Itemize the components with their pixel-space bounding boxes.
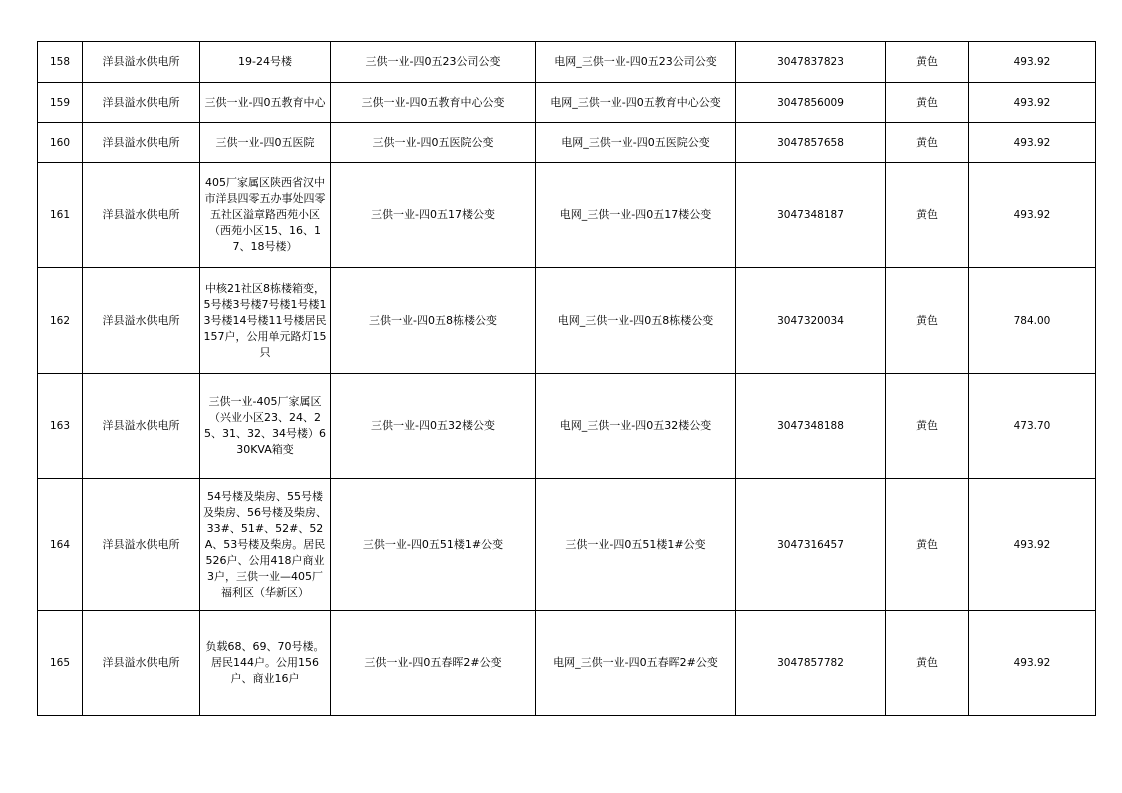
- address-cell: 三供一业-四0五医院: [200, 123, 331, 163]
- transformer-name: 三供一业-四0五教育中心公变: [331, 83, 536, 123]
- color-level: 黄色: [886, 163, 969, 268]
- address-cell: 405厂家属区陕西省汉中市洋县四零五办事处四零五社区溢章路西苑小区（西苑小区15、16、17、18号楼）: [200, 163, 331, 268]
- transformer-name: 三供一业-四0五医院公变: [331, 123, 536, 163]
- meter-number: 3047348188: [736, 374, 886, 479]
- row-index: 159: [38, 83, 83, 123]
- supply-unit: 洋县溢水供电所: [83, 42, 200, 83]
- transformer-name: 三供一业-四0五17楼公变: [331, 163, 536, 268]
- meter-number: 3047837823: [736, 42, 886, 83]
- table-row: [38, 374, 1096, 479]
- value-cell: 493.92: [969, 163, 1096, 268]
- grid-transformer-name: 电网_三供一业-四0五8栋楼公变: [536, 268, 736, 374]
- address-cell: 三供一业-四0五教育中心: [200, 83, 331, 123]
- supply-unit: 洋县溢水供电所: [83, 611, 200, 716]
- row-index: 164: [38, 479, 83, 611]
- color-level: 黄色: [886, 611, 969, 716]
- meter-number: 3047857782: [736, 611, 886, 716]
- meter-number: 3047856009: [736, 83, 886, 123]
- table-row: [38, 479, 1096, 611]
- table-row: [38, 611, 1096, 716]
- value-cell: 493.92: [969, 611, 1096, 716]
- value-cell: 493.92: [969, 42, 1096, 83]
- grid-transformer-name: 电网_三供一业-四0五春晖2#公变: [536, 611, 736, 716]
- transformer-name: 三供一业-四0五32楼公变: [331, 374, 536, 479]
- color-level: 黄色: [886, 268, 969, 374]
- transformer-name: 三供一业-四0五春晖2#公变: [331, 611, 536, 716]
- table-row: [38, 42, 1096, 83]
- address-cell: 负载68、69、70号楼。居民144户。公用156户、商业16户: [200, 611, 331, 716]
- grid-transformer-name: 电网_三供一业-四0五教育中心公变: [536, 83, 736, 123]
- meter-number: 3047316457: [736, 479, 886, 611]
- address-cell: 54号楼及柴房、55号楼及柴房、56号楼及柴房、33#、51#、52#、52A、53号楼及柴房。居民526户、公用418户商业3户，三供一业—405厂福利区（华新区）: [200, 479, 331, 611]
- value-cell: 473.70: [969, 374, 1096, 479]
- row-index: 162: [38, 268, 83, 374]
- grid-transformer-name: 电网_三供一业-四0五23公司公变: [536, 42, 736, 83]
- row-index: 163: [38, 374, 83, 479]
- grid-transformer-name: 电网_三供一业-四0五17楼公变: [536, 163, 736, 268]
- grid-transformer-name: 电网_三供一业-四0五医院公变: [536, 123, 736, 163]
- value-cell: 493.92: [969, 83, 1096, 123]
- transformer-name: 三供一业-四0五8栋楼公变: [331, 268, 536, 374]
- supply-unit: 洋县溢水供电所: [83, 123, 200, 163]
- row-index: 161: [38, 163, 83, 268]
- row-index: 160: [38, 123, 83, 163]
- supply-unit: 洋县溢水供电所: [83, 479, 200, 611]
- address-cell: 中核21社区8栋楼箱变，5号楼3号楼7号楼1号楼13号楼14号楼11号楼居民157户，公用单元路灯15只: [200, 268, 331, 374]
- value-cell: 493.92: [969, 123, 1096, 163]
- row-index: 158: [38, 42, 83, 83]
- color-level: 黄色: [886, 83, 969, 123]
- grid-transformer-name: 电网_三供一业-四0五32楼公变: [536, 374, 736, 479]
- color-level: 黄色: [886, 42, 969, 83]
- table-row: [38, 83, 1096, 123]
- table-row: [38, 123, 1096, 163]
- color-level: 黄色: [886, 374, 969, 479]
- transformer-name: 三供一业-四0五51楼1#公变: [331, 479, 536, 611]
- color-level: 黄色: [886, 123, 969, 163]
- table-row: [38, 268, 1096, 374]
- meter-number: 3047857658: [736, 123, 886, 163]
- address-cell: 三供一业-405厂家属区（兴业小区23、24、25、31、32、34号楼）630KVA箱变: [200, 374, 331, 479]
- supply-unit: 洋县溢水供电所: [83, 268, 200, 374]
- supply-unit: 洋县溢水供电所: [83, 163, 200, 268]
- table-row: [38, 163, 1096, 268]
- supply-unit: 洋县溢水供电所: [83, 83, 200, 123]
- value-cell: 784.00: [969, 268, 1096, 374]
- row-index: 165: [38, 611, 83, 716]
- data-table: [37, 41, 1096, 716]
- supply-unit: 洋县溢水供电所: [83, 374, 200, 479]
- value-cell: 493.92: [969, 479, 1096, 611]
- color-level: 黄色: [886, 479, 969, 611]
- meter-number: 3047348187: [736, 163, 886, 268]
- address-cell: 19-24号楼: [200, 42, 331, 83]
- grid-transformer-name: 三供一业-四0五51楼1#公变: [536, 479, 736, 611]
- transformer-name: 三供一业-四0五23公司公变: [331, 42, 536, 83]
- meter-number: 3047320034: [736, 268, 886, 374]
